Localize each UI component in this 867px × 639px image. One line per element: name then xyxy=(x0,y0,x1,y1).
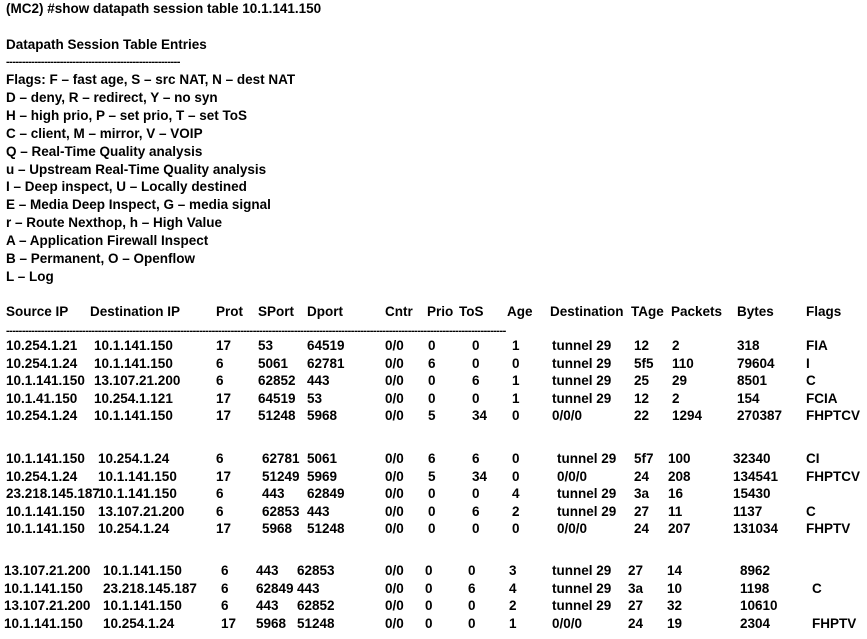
cell-packets: 1294 xyxy=(672,408,703,423)
column-header: Age xyxy=(507,304,533,319)
cell-packets: 208 xyxy=(668,468,691,484)
cell-destination: tunnel 29 xyxy=(552,390,612,406)
cell-cntr: 0/0 xyxy=(385,615,404,631)
cell-flags: FHPTV xyxy=(806,521,851,536)
column-header: Destination IP xyxy=(90,304,181,319)
column-header: Packets xyxy=(671,304,723,319)
cell-prot: 17 xyxy=(216,390,232,406)
cell-cntr: 0/0 xyxy=(385,486,404,501)
cell-source-ip: 13.107.21.200 xyxy=(4,598,91,613)
cell-dport: 5969 xyxy=(307,468,338,484)
cell-source-ip: 10.1.141.150 xyxy=(6,503,85,519)
cell-destination: tunnel 29 xyxy=(552,563,612,578)
cell-flags: FHPTV xyxy=(812,615,857,631)
column-header: Prio xyxy=(427,304,454,319)
column-header: Destination xyxy=(550,304,624,319)
cell-sport: 62853 xyxy=(262,503,300,519)
cell-prot: 6 xyxy=(216,486,224,501)
cell-source-ip: 13.107.21.200 xyxy=(4,563,91,578)
column-header: Cntr xyxy=(385,304,413,319)
cell-prio: 0 xyxy=(428,503,436,519)
cell-packets: 32 xyxy=(667,598,683,613)
cell-packets: 11 xyxy=(668,503,683,519)
cell-sport: 62781 xyxy=(262,451,300,466)
cell-flags: FCIA xyxy=(806,390,838,406)
legend-line: Q – Real-Time Quality analysis xyxy=(6,143,203,159)
cell-dport: 443 xyxy=(307,503,330,519)
cell-destination: tunnel 29 xyxy=(557,486,617,501)
cell-source-ip: 10.1.41.150 xyxy=(6,390,78,406)
cell-age: 4 xyxy=(512,486,520,501)
cell-destination: tunnel 29 xyxy=(552,580,612,596)
cell-tage: 12 xyxy=(634,390,650,406)
cell-age: 4 xyxy=(509,580,517,596)
cell-cntr: 0/0 xyxy=(385,408,404,423)
column-header: ToS xyxy=(459,304,484,319)
cell-age: 2 xyxy=(509,598,517,613)
legend-line: B – Permanent, O – Openflow xyxy=(6,251,196,266)
cell-tos: 0 xyxy=(472,338,480,353)
cell-destination: tunnel 29 xyxy=(552,355,612,371)
cell-dport: 62849 xyxy=(307,486,345,501)
cell-source-ip: 10.1.141.150 xyxy=(6,521,85,536)
cell-cntr: 0/0 xyxy=(385,598,404,613)
cell-sport: 51248 xyxy=(258,408,296,423)
legend-line: Flags: F – fast age, S – src NAT, N – dest NAT xyxy=(6,72,296,87)
cell-destination: tunnel 29 xyxy=(552,338,612,353)
cell-source-ip: 10.1.141.150 xyxy=(6,451,85,466)
cell-destination-ip: 10.1.141.150 xyxy=(103,563,182,578)
cell-age: 1 xyxy=(509,615,517,631)
cell-prot: 6 xyxy=(216,451,224,466)
column-header: Bytes xyxy=(737,304,774,319)
title-rule: ------------------------------------------------------- xyxy=(6,57,180,67)
cell-prio: 0 xyxy=(425,563,433,578)
cell-cntr: 0/0 xyxy=(385,580,404,596)
command-line: (MC2) #show datapath session table 10.1.141.150 xyxy=(6,1,322,16)
cell-packets: 2 xyxy=(672,338,680,353)
cell-tos: 6 xyxy=(472,503,480,519)
cell-bytes: 8501 xyxy=(737,373,768,388)
cell-tos: 0 xyxy=(472,390,480,406)
cell-source-ip: 10.1.141.150 xyxy=(4,615,83,631)
cell-sport: 53 xyxy=(258,338,274,353)
cell-bytes: 154 xyxy=(737,390,760,406)
cell-sport: 443 xyxy=(262,486,285,501)
cell-source-ip: 10.1.141.150 xyxy=(6,373,85,388)
cell-prot: 6 xyxy=(221,563,229,578)
cell-bytes: 131034 xyxy=(733,521,779,536)
cell-prio: 0 xyxy=(425,615,433,631)
cell-source-ip: 10.254.1.24 xyxy=(6,408,78,423)
legend-line: C – client, M – mirror, V – VOIP xyxy=(6,125,203,141)
cell-sport: 64519 xyxy=(258,390,296,406)
cell-tos: 0 xyxy=(468,563,476,578)
cell-dport: 443 xyxy=(307,373,330,388)
cell-bytes: 1198 xyxy=(740,580,770,596)
cell-cntr: 0/0 xyxy=(385,503,404,519)
cell-destination: 0/0/0 xyxy=(557,468,588,484)
cell-flags: FHPTCV xyxy=(806,468,860,484)
cell-age: 3 xyxy=(509,563,517,578)
cell-tos: 0 xyxy=(472,521,480,536)
cell-sport: 5061 xyxy=(258,355,289,371)
cell-age: 2 xyxy=(512,503,520,519)
cell-prio: 0 xyxy=(428,373,436,388)
cell-destination-ip: 10.1.141.150 xyxy=(94,408,173,423)
cell-tos: 0 xyxy=(468,598,476,613)
cell-tage: 24 xyxy=(634,521,650,536)
cell-dport: 53 xyxy=(307,390,323,406)
cell-cntr: 0/0 xyxy=(385,451,404,466)
cell-prot: 6 xyxy=(216,503,224,519)
column-header: SPort xyxy=(258,304,295,319)
cell-tage: 5f7 xyxy=(634,451,654,466)
cell-tos: 34 xyxy=(472,468,488,484)
cell-tos: 34 xyxy=(472,408,488,423)
cell-sport: 62852 xyxy=(258,373,296,388)
cell-prio: 0 xyxy=(428,338,436,353)
cell-prio: 0 xyxy=(428,486,436,501)
cell-packets: 110 xyxy=(672,355,694,371)
cell-tos: 0 xyxy=(472,355,480,371)
cell-tos: 6 xyxy=(468,580,476,596)
cell-packets: 207 xyxy=(668,521,691,536)
cell-age: 0 xyxy=(512,355,520,371)
cell-tage: 27 xyxy=(628,563,644,578)
legend-line: u – Upstream Real-Time Quality analysis xyxy=(6,161,267,177)
cell-tage: 27 xyxy=(628,598,644,613)
cell-prio: 5 xyxy=(428,408,436,423)
cell-destination: 0/0/0 xyxy=(552,408,583,423)
cell-prot: 6 xyxy=(216,373,224,388)
legend-line: I – Deep inspect, U – Locally destined xyxy=(6,179,247,195)
cell-dport: 51248 xyxy=(307,521,345,536)
cell-tage: 25 xyxy=(634,373,650,388)
cell-cntr: 0/0 xyxy=(385,390,404,406)
cell-flags: CI xyxy=(806,451,820,466)
header-rule: -------------------------------------------------------------------------------------------------------------------------------------------------------------- xyxy=(6,326,506,336)
cell-destination-ip: 10.1.141.150 xyxy=(94,355,173,371)
cell-prot: 17 xyxy=(216,338,232,353)
cell-destination: tunnel 29 xyxy=(557,451,617,466)
cell-flags: C xyxy=(806,373,816,388)
cell-cntr: 0/0 xyxy=(385,563,404,578)
cell-prot: 6 xyxy=(216,355,224,371)
cell-destination-ip: 10.1.141.150 xyxy=(98,486,177,501)
cell-cntr: 0/0 xyxy=(385,521,404,536)
cell-destination-ip: 10.254.1.121 xyxy=(94,390,173,406)
cell-packets: 14 xyxy=(667,563,683,578)
cell-prot: 17 xyxy=(221,615,237,631)
cell-tage: 22 xyxy=(634,408,650,423)
legend-line: A – Application Firewall Inspect xyxy=(6,233,209,249)
cell-sport: 443 xyxy=(256,598,279,613)
cell-source-ip: 23.218.145.187 xyxy=(6,486,100,501)
cell-cntr: 0/0 xyxy=(385,373,404,388)
cell-tage: 3a xyxy=(628,580,644,596)
cell-packets: 16 xyxy=(668,486,684,501)
cell-prio: 0 xyxy=(428,521,436,536)
cell-age: 1 xyxy=(512,390,520,406)
cell-destination-ip: 10.1.141.150 xyxy=(94,338,173,353)
cell-destination: tunnel 29 xyxy=(557,503,617,519)
cell-destination-ip: 23.218.145.187 xyxy=(103,580,197,596)
cell-sport: 443 xyxy=(256,563,279,578)
legend-line: L – Log xyxy=(6,268,54,284)
legend-line: r – Route Nexthop, h – High Value xyxy=(6,215,223,231)
cell-dport: 62781 xyxy=(307,355,345,371)
cell-age: 0 xyxy=(512,451,520,466)
cell-prio: 0 xyxy=(425,580,433,596)
cell-cntr: 0/0 xyxy=(385,338,404,353)
cell-prot: 6 xyxy=(221,598,229,613)
cell-age: 1 xyxy=(512,338,520,353)
column-header: Flags xyxy=(806,304,842,319)
cell-source-ip: 10.254.1.21 xyxy=(6,338,78,353)
cell-dport: 5968 xyxy=(307,408,338,423)
cell-age: 0 xyxy=(512,521,520,536)
cell-dport: 5061 xyxy=(307,451,338,466)
cell-age: 1 xyxy=(512,373,520,388)
cell-bytes: 32340 xyxy=(733,451,771,466)
cell-dport: 64519 xyxy=(307,338,345,353)
cell-flags: C xyxy=(812,580,822,596)
table-title: Datapath Session Table Entries xyxy=(6,37,207,52)
cell-tage: 12 xyxy=(634,338,650,353)
cell-tos: 0 xyxy=(468,615,476,631)
cell-sport: 62849 xyxy=(256,580,294,596)
cell-bytes: 79604 xyxy=(737,355,775,371)
cell-tos: 6 xyxy=(472,373,480,388)
cell-prio: 0 xyxy=(428,390,436,406)
cell-bytes: 8962 xyxy=(740,563,771,578)
cell-cntr: 0/0 xyxy=(385,468,404,484)
cell-tage: 27 xyxy=(634,503,650,519)
cell-bytes: 10610 xyxy=(740,598,778,613)
legend-line: D – deny, R – redirect, Y – no syn xyxy=(6,89,218,105)
cell-destination-ip: 10.1.141.150 xyxy=(98,468,177,484)
cell-prot: 17 xyxy=(216,408,232,423)
cell-flags: C xyxy=(806,503,816,519)
cell-destination-ip: 10.254.1.24 xyxy=(98,451,170,466)
cell-destination: 0/0/0 xyxy=(552,615,583,631)
cell-packets: 29 xyxy=(672,373,688,388)
cell-destination-ip: 10.254.1.24 xyxy=(98,521,170,536)
cell-source-ip: 10.1.141.150 xyxy=(4,580,83,596)
cell-destination-ip: 10.254.1.24 xyxy=(103,615,175,631)
cell-dport: 443 xyxy=(297,580,320,596)
column-header: Prot xyxy=(216,304,243,319)
cell-tage: 5f5 xyxy=(634,355,654,371)
cell-prio: 5 xyxy=(428,468,436,484)
cell-destination-ip: 10.1.141.150 xyxy=(103,598,182,613)
column-header: TAge xyxy=(631,304,664,319)
cell-packets: 10 xyxy=(667,580,683,596)
cell-prot: 17 xyxy=(216,468,232,484)
cell-bytes: 270387 xyxy=(737,408,783,423)
cell-flags: I xyxy=(806,355,810,371)
cell-bytes: 15430 xyxy=(733,486,771,501)
cell-bytes: 134541 xyxy=(733,468,779,484)
cell-source-ip: 10.254.1.24 xyxy=(6,468,78,484)
cell-destination: tunnel 29 xyxy=(552,373,612,388)
cell-prot: 6 xyxy=(221,580,229,596)
cell-destination: 0/0/0 xyxy=(557,521,588,536)
cell-prio: 0 xyxy=(425,598,433,613)
cell-bytes: 1137 xyxy=(733,503,763,519)
cell-flags: FHPTCV xyxy=(806,408,860,423)
cell-age: 0 xyxy=(512,468,520,484)
cell-sport: 5968 xyxy=(256,615,287,631)
cell-destination-ip: 13.107.21.200 xyxy=(98,503,185,519)
cell-bytes: 2304 xyxy=(740,615,771,631)
cell-flags: FIA xyxy=(806,338,828,353)
cell-dport: 62853 xyxy=(297,563,335,578)
legend-line: E – Media Deep Inspect, G – media signal xyxy=(6,197,271,213)
cell-prio: 6 xyxy=(428,355,436,371)
column-header: Source IP xyxy=(6,304,69,319)
cell-prio: 6 xyxy=(428,451,436,466)
cell-sport: 5968 xyxy=(262,521,293,536)
cell-tage: 24 xyxy=(628,615,644,631)
cell-tos: 0 xyxy=(472,486,480,501)
cell-tos: 6 xyxy=(472,451,480,466)
cell-dport: 62852 xyxy=(297,598,335,613)
cell-cntr: 0/0 xyxy=(385,355,404,371)
cell-dport: 51248 xyxy=(297,615,335,631)
cell-source-ip: 10.254.1.24 xyxy=(6,355,78,371)
cell-destination: tunnel 29 xyxy=(552,598,612,613)
cell-tage: 24 xyxy=(634,468,650,484)
cell-packets: 2 xyxy=(672,390,680,406)
cell-age: 0 xyxy=(512,408,520,423)
cell-packets: 19 xyxy=(667,615,683,631)
cell-sport: 51249 xyxy=(262,468,300,484)
cell-tage: 3a xyxy=(634,486,650,501)
legend-line: H – high prio, P – set prio, T – set ToS xyxy=(6,107,248,123)
cell-destination-ip: 13.107.21.200 xyxy=(94,373,181,388)
cell-prot: 17 xyxy=(216,521,232,536)
cell-bytes: 318 xyxy=(737,338,760,353)
column-header: Dport xyxy=(307,304,343,319)
cell-packets: 100 xyxy=(668,451,691,466)
